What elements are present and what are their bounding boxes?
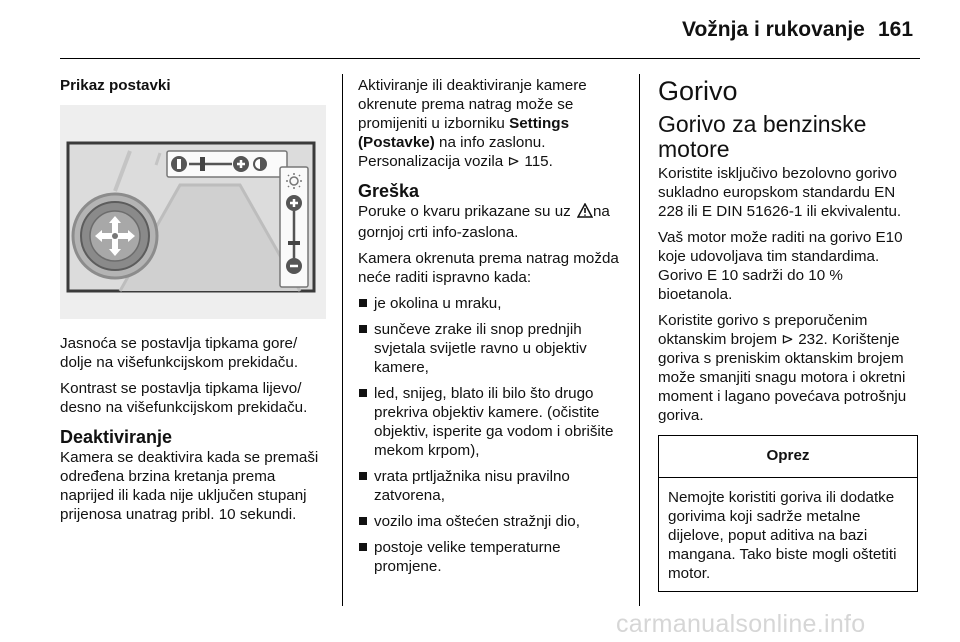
paragraph-unleaded-fuel: Koristite isključivo bezolovno gorivo sukladno europskom standardu EN 228 ili E DIN 51626-1 ili ekvivalentu. (658, 165, 902, 220)
caution-text: Nemojte koristiti goriva ili dodatke gorivima koji sadrže metalne dijelove, poput aditiva na bazi mangana. Tako biste mogli oštetiti motor. (668, 489, 897, 582)
header-title: Vožnja i rukovanje (682, 18, 865, 41)
page-number: 161 (878, 18, 914, 41)
list-item: postoje velike temperaturne promjene. (358, 538, 624, 576)
warning-triangle-icon (577, 203, 593, 223)
paragraph-fault-messages: Poruke o kvaru prikazane su uz na gornjoj crti info-zaslona. (358, 203, 610, 241)
caution-box (658, 435, 918, 592)
column-3 (658, 76, 920, 592)
header-rule (60, 58, 920, 59)
camera-settings-illustration (60, 105, 326, 319)
page-reference: 115. (524, 153, 553, 170)
malfunction-conditions-list (358, 294, 624, 576)
list-item: led, snijeg, blato ili bilo što drugo prekriva objektiv kamere. (očistite objektiv, isperite ga vodom i obrišite mekom krpom), (358, 384, 624, 460)
paragraph-e10: Vaš motor može raditi na gorivo E10 koje udovoljava tim standardima. Gorivo E 10 sadrži do 10 % bioetanola. (658, 229, 903, 303)
caution-title: Oprez (659, 436, 917, 478)
watermark: carmanualsonline.info (616, 610, 866, 638)
section-subtitle-petrol-fuel: Gorivo za benzinske motore (658, 111, 867, 162)
list-item: vozilo ima oštećen stražnji dio, (358, 512, 624, 531)
list-item: je okolina u mraku, (358, 294, 624, 313)
column-divider-1 (342, 74, 343, 606)
page-ref-arrow-icon: ⊳ (507, 153, 521, 170)
section-heading-display-settings: Prikaz postavki (60, 77, 171, 94)
column-1 (60, 76, 328, 531)
page-ref-arrow-icon: ⊳ (781, 331, 794, 348)
section-title-fuel: Gorivo (658, 76, 738, 106)
paragraph-activation: Aktiviranje ili deaktiviranje kamere okrenute prema natrag može se promijeniti u izborniku Settings (Postavke) na info zaslonu. Personalizacija vozila ⊳ 115. (358, 77, 587, 170)
paragraph-clarity: Jasnoća se postavlja tipkama gore/ dolje na višefunkcijskom prekidaču. (60, 335, 299, 371)
column-divider-2 (639, 74, 640, 606)
list-item: vrata prtljažnika nisu pravilno zatvorena, (358, 467, 624, 505)
paragraph-octane: Koristite gorivo s preporučenim oktanskim brojem ⊳ 232. Korištenje goriva s preniskim oktanskim brojem može smanjiti snagu motora i okretni moment i lagano povećava potrošnju goriva. (658, 312, 907, 424)
section-heading-fault: Greška (358, 181, 420, 201)
list-item: sunčeve zrake ili snop prednjih svjetala svijetle ravno u objektiv kamere, (358, 320, 624, 377)
paragraph-camera-malfunction: Kamera okrenuta prema natrag možda neće raditi ispravno kada: (358, 250, 619, 286)
menu-name-settings: Settings (Postavke) (358, 115, 570, 151)
page-reference: 232. (798, 331, 828, 348)
paragraph-contrast: Kontrast se postavlja tipkama lijevo/ desno na višefunkcijskom prekidaču. (60, 380, 308, 416)
paragraph-deactivation: Kamera se deaktivira kada se premaši određena brzina kretanja prema naprijed ili kada nije uključen stupanj prijenosa unatrag pribl. 10 sekundi. (60, 449, 319, 523)
column-2 (358, 76, 624, 583)
camera-display-diagram (60, 105, 326, 319)
section-heading-deactivation: Deaktiviranje (60, 427, 173, 447)
